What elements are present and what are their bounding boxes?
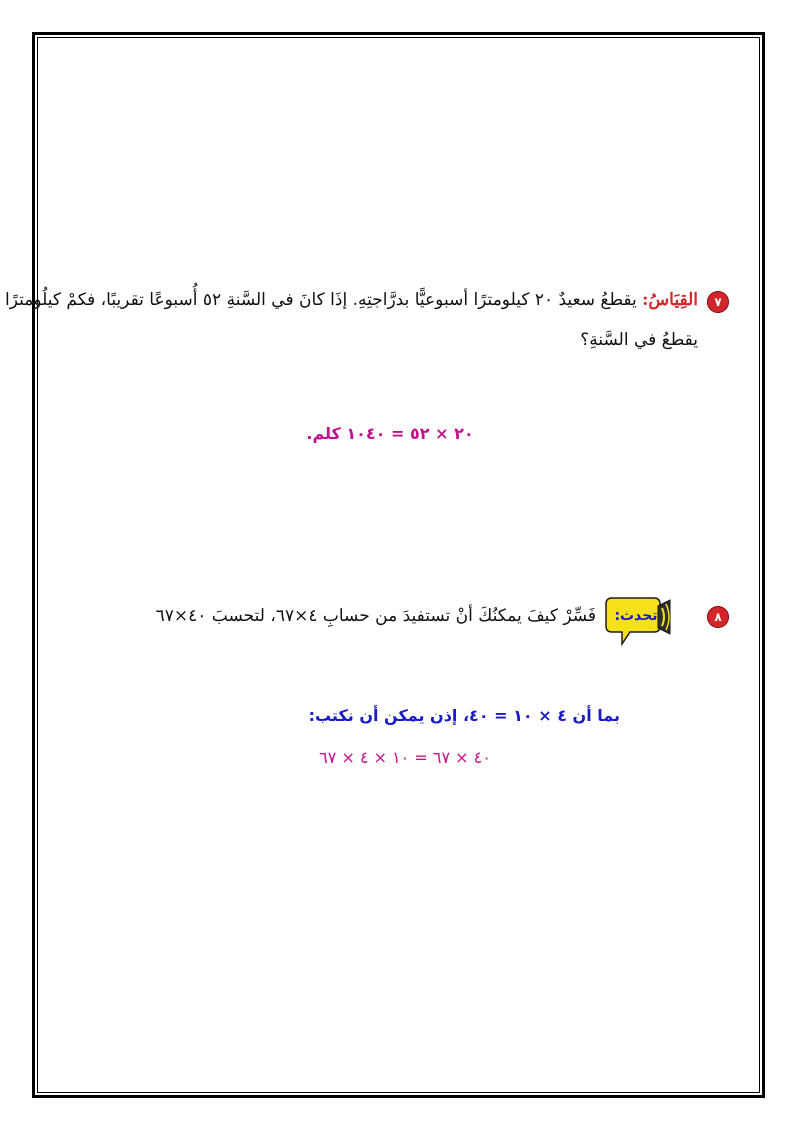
- question-7-number-badge: [707, 291, 729, 313]
- question-8-text: فَسِّرْ كيفَ يمكنُكَ أنْ تستفيدَ من حسابِ ٤×٦٧، لتحسبَ ٤٠×٦٧: [155, 606, 596, 626]
- question-8-answer-line-2: ٤٠ × ٦٧ = ١٠ × ٤ × ٦٧: [319, 748, 491, 767]
- talk-label: تحدث:: [614, 608, 658, 624]
- page-border-inner: [37, 37, 760, 1093]
- question-7-line-2: يقطعُ في السَّنةِ؟: [580, 330, 698, 350]
- question-7-text: يقطعُ سعيدٌ ٢٠ كيلومترًا أسبوعيًّا بدرَّاجتِهِ. إذَا كانَ في السَّنةِ ٥٢ أُسبوعًا تقريبًا، فكمْ كيلُومترًا: [5, 290, 637, 310]
- question-7-answer: ٢٠ × ٥٢ = ١٠٤٠ كلم.: [306, 424, 474, 443]
- question-7-number: ٧: [714, 295, 722, 309]
- talk-speech-bubble: [600, 594, 674, 646]
- question-7-line-1: [5, 282, 698, 318]
- question-7-keyword: القِيَاسُ:: [642, 290, 698, 310]
- question-8-answer-line-1: بما أن ٤ × ١٠ = ٤٠، إذن يمكن أن نكتب:: [308, 706, 620, 725]
- question-8-number-badge: [707, 606, 729, 628]
- question-8-number: ٨: [714, 610, 722, 624]
